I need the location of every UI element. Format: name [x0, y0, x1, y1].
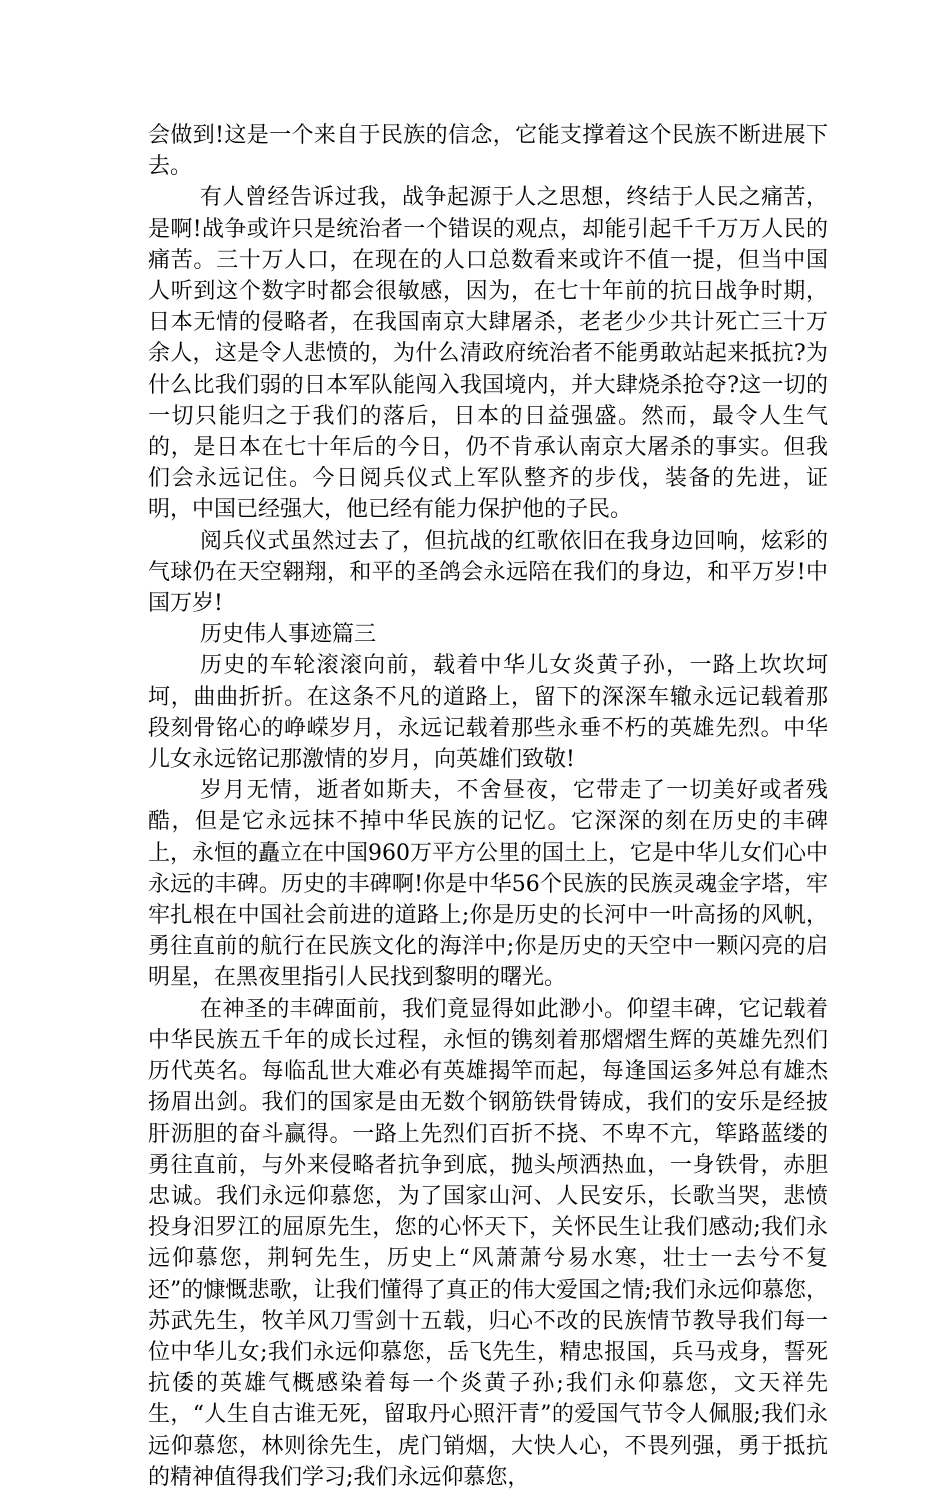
- paragraph-heroes: 在神圣的丰碑面前，我们竟显得如此渺小。仰望丰碑，它记载着中华民族五千年的成长过程，永恒的镌刻着那熠熠生辉的英雄先烈们历代英名。每临乱世大难必有英雄揭竿而起，每逢国运多舛总有雄杰扬眉出剑。我们的国家是由无数个钢筋铁骨铸成，我们的安乐是经披肝沥胆的奋斗赢得。一路上先烈们百折不挠、不卑不亢，筚路蓝缕的勇往直前，与外来侵略者抗争到底，抛头颅洒热血，一身铁骨，赤胆忠诚。我们永远仰慕您，为了国家山河、人民安乐，长歌当哭，悲愤投身汨罗江的屈原先生，您的心怀天下，关怀民生让我们感动;我们永远仰慕您，荆轲先生，历史上“风萧萧兮易水寒，壮士一去兮不复还”的慷慨悲歌，让我们懂得了真正的伟大爱国之情;我们永远仰慕您，苏武先生，牧羊风刀雪剑十五载，归心不改的民族情节教导我们每一位中华儿女;我们永远仰慕您，岳飞先生，精忠报国，兵马戎身，誓死抗倭的英雄气概感染着每一个炎黄子孙;我们永仰慕您，文天祥先生，“人生自古谁无死，留取丹心照汗青”的爱国气节令人佩服;我们永远仰慕您，林则徐先生，虎门销烟，大快人心，不畏列强，勇于抵抗的精神值得我们学习;我们永远仰慕您，: [148, 996, 828, 1490]
- paragraph-parade: 阅兵仪式虽然过去了，但抗战的红歌依旧在我身边回响，炫彩的气球仍在天空翱翔，和平的圣鸽会永远陪在我们的身边，和平万岁!中国万岁!: [148, 528, 828, 617]
- document-body: [148, 120, 828, 1493]
- paragraph-monument: 岁月无情，逝者如斯夫，不舍昼夜，它带走了一切美好或者残酷，但是它永远抹不掉中华民族的记忆。它深深的刻在历史的丰碑上，永恒的矗立在中国960万平方公里的国土上，它是中华儿女们心中永远的丰碑。历史的丰碑啊!你是中华56个民族的民族灵魂金字塔，牢牢扎根在中国社会前进的道路上;你是历史的长河中一叶高扬的风帆，勇往直前的航行在民族文化的海洋中;你是历史的天空中一颗闪亮的启明星，在黑夜里指引人民找到黎明的曙光。: [148, 778, 828, 991]
- section-heading: 历史伟人事迹篇三: [200, 622, 377, 648]
- paragraph-war-reflection: 有人曾经告诉过我，战争起源于人之思想，终结于人民之痛苦，是啊!战争或许只是统治者一个错误的观点，却能引起千千万万人民的痛苦。三十万人口，在现在的人口总数看来或许不值一提，但当中国人听到这个数字时都会很敏感，因为，在七十年前的抗日战争时期，日本无情的侵略者，在我国南京大肆屠杀，老老少少共计死亡三十万余人，这是令人悲愤的，为什么清政府统治者不能勇敢站起来抵抗?为什么比我们弱的日本军队能闯入我国境内，并大肆烧杀抢夺?这一切的一切只能归之于我们的落后，日本的日益强盛。然而，最令人生气的，是日本在七十年后的今日，仍不肯承认南京大屠杀的事实。但我们会永远记住。今日阅兵仪式上军队整齐的步伐，装备的先进，证明，中国已经强大，他已经有能力保护他的子民。: [148, 185, 828, 523]
- paragraph-continuation: 会做到!这是一个来自于民族的信念，它能支撑着这个民族不断进展下去。: [148, 123, 828, 180]
- paragraph-history-wheel: 历史的车轮滚滚向前，载着中华儿女炎黄子孙，一路上坎坎坷坷，曲曲折折。在这条不凡的道路上，留下的深深车辙永远记载着那段刻骨铭心的峥嵘岁月，永远记载着那些永垂不朽的英雄先烈。中华儿女永远铭记那激情的岁月，向英雄们致敬!: [148, 653, 828, 773]
